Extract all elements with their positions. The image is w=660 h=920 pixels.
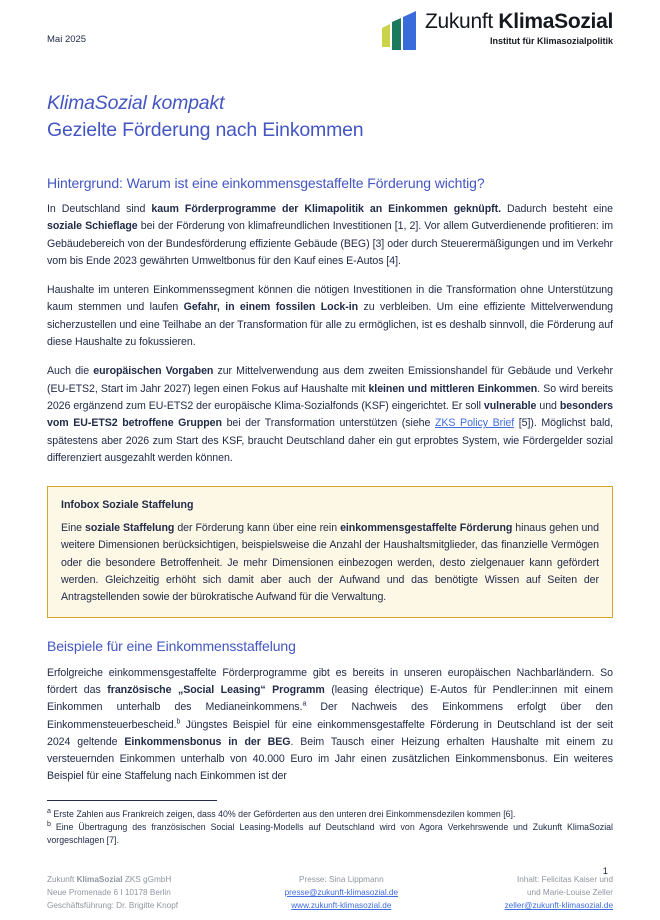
paragraph-2: Haushalte im unteren Einkommenssegment können die nötigen Investitionen in die Transformation ohne Unterstützung kaum stemmen und laufen Gefahr, in einem fossilen Lock-in zu verbleiben. Um eine effiziente Mittelverwendung sicherzustellen und eine Teilhabe an der Transformation für alle zu ermöglichen, ist es deshalb sinnvoll, die Förderung auf diese Haushalte zu fokussieren.: [47, 284, 614, 349]
footer-press-email-link[interactable]: presse@zukunft-klimasozial.de: [284, 888, 399, 897]
footer-content-contact-1: Inhalt: Felicitas Kaiser und: [516, 875, 613, 884]
document-title-block: [47, 90, 613, 144]
footer-company-column: [47, 873, 178, 912]
page-number: 1: [602, 866, 608, 877]
logo-text: [425, 10, 613, 46]
series-title: KlimaSozial kompakt: [47, 92, 225, 114]
footnote-b: $^b$ Eine Übertragung des französischen Social Leasing-Modells auf Deutschland wird von Agora Verkehrswende und Zukunft KlimaSozial vorgeschlagen [7].: [47, 821, 613, 846]
inline-link[interactable]: ZKS Policy Brief: [434, 417, 515, 430]
footer-website-link[interactable]: www.zukunft-klimasozial.de: [291, 901, 392, 910]
footer-press-column: [285, 873, 398, 912]
page-header: [47, 0, 613, 50]
logo-bars-icon: [382, 10, 418, 50]
footnotes-block: [47, 800, 613, 848]
paragraph-4: Erfolgreiche einkommensgestaffelte Förderprogramme gibt es bereits in unseren europäischen Nachbarländern. So fördert das französische „Social Leasing“ Programm (leasing électrique) E-Autos für Pendler:innen mit einem Einkommen unterhalb des Medianeinkommens.$^a$ Der Nachweis des Einkommens erfolgt über den Einkommensteuerbescheid.$^b$ Jüngstes Beispiel für eine einkommensgestaffelte Förderung in Deutschland ist der seit 2024 geltende Einkommensbonus in der BEG. Beim Tausch einer Heizung erhalten Haushalte mit einem zu versteuernden Einkommen unterhalb von 40.000 Euro im Jahr einen zusätzlichen Einkommensbonus. Ein weiteres Beispiel für eine Staffelung nach Einkommen ist der: [47, 666, 613, 783]
paragraph-3: Auch die europäischen Vorgaben zur Mittelverwendung aus dem zweiten Emissionshandel für Gebäude und Verkehr (EU-ETS2, Start im Jahr 2027) legen einen Fokus auf Haushalte mit kleinen und mittleren Einkommen. So wird bereits 2026 ergänzend zum EU-ETS2 der europäische Klima-Sozialfonds (KSF) eingerichtet. Er soll vulnerable und besonders vom EU-ETS2 betroffene Gruppen bei der Transformation unterstützen (siehe ZKS Policy Brief [5]). Möglichst bald, spätestens aber 2026 zum Start des KSF, braucht Deutschland daher ein gut erprobtes System, wie Fördergelder sozial differenziert ausgezahlt werden können.: [47, 365, 614, 464]
footer-company-address: Neue Promenade 6 I 10178 Berlin: [47, 888, 171, 897]
footer-content-email-link[interactable]: zeller@zukunft-klimasozial.de: [504, 901, 613, 910]
logo-subtitle: Institut für Klimasozialpolitik: [489, 36, 613, 46]
footer-content-column: [505, 873, 613, 912]
infobox-body: Eine soziale Staffelung der Förderung kann über eine rein einkommensgestaffelte Förderung hinaus gehen und weitere Dimensionen berücksichtigen, beispielsweise die Anzahl der Haushaltsmitglieder, das finanzielle Vermögen oder die besondere Betroffenheit. Je mehr Dimensionen einbezogen werden, desto zielgenauer kann gefördert werden. Gleichzeitig erhöht sich damit aber auch der Aufwand und das benötigte Wissen auf Seiten der Antragstellenden sowie der bürokratische Aufwand für die Verwaltung.: [61, 522, 599, 604]
infobox-title: Infobox Soziale Staffelung: [61, 499, 194, 512]
logo-wordmark: Zukunft KlimaSozial: [424, 10, 613, 33]
paragraph-1: In Deutschland sind kaum Förderprogramme der Klimapolitik an Einkommen geknüpft. Dadurch besteht eine soziale Schieflage bei der Förderung von klimafreundlichen Investitionen [1, 2]. Vor allem Gutverdienende profitieren: im Gebäudebereich von der Bundesförderung effiziente Gebäude (BEG) [3] oder durch Steuerermäßigungen und im Verkehr vom bis Ende 2023 gewährten Umweltbonus für den Kauf eines E-Autos [4].: [47, 203, 613, 267]
footer-company-management: Geschäftsführung: Dr. Brigitte Knopf: [47, 901, 179, 910]
issue-date: Mai 2025: [47, 34, 87, 45]
page-footer: [47, 873, 613, 912]
footer-company-name: Zukunft KlimaSozial ZKS gGmbH: [47, 875, 172, 884]
section-heading-hintergrund: Hintergrund: Warum ist eine einkommensgestaffelte Förderung wichtig?: [47, 175, 485, 191]
page-title: Gezielte Förderung nach Einkommen: [47, 119, 364, 141]
footnote-divider: [47, 800, 217, 801]
footnote-a: $^a$ Erste Zahlen aus Frankreich zeigen, dass 40% der Geförderten aus den unteren drei Einkommensdezilen kommen [6].: [47, 807, 516, 819]
infobox-soziale-staffelung: [47, 486, 613, 617]
footer-content-contact-2: und Marie-Louise Zeller: [526, 888, 613, 897]
section-heading-beispiele: Beispiele für eine Einkommensstaffelung: [47, 637, 296, 654]
organization-logo: [382, 10, 613, 50]
footer-press-contact: Presse: Sina Lippmann: [299, 875, 384, 884]
